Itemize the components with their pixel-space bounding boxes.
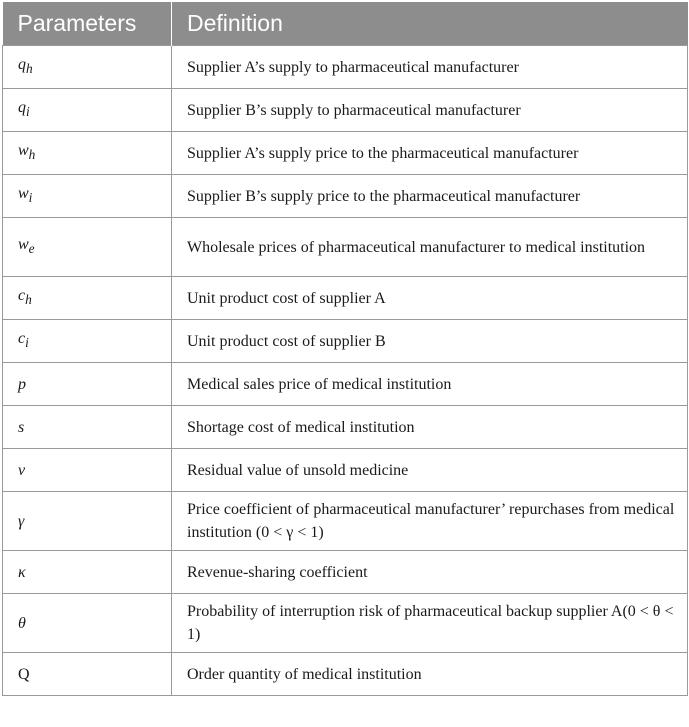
symbol-base: w bbox=[18, 236, 29, 254]
parameter-symbol: γ bbox=[3, 492, 172, 551]
parameter-definition: Supplier B’s supply price to the pharmaceutical manufacturer bbox=[172, 175, 688, 218]
table-row bbox=[3, 218, 688, 277]
table-row bbox=[3, 89, 688, 132]
parameter-definition: Price coefficient of pharmaceutical manufacturer’ repurchases from medical institution (0 < γ < 1) bbox=[172, 492, 688, 551]
parameter-symbol: Q bbox=[3, 653, 172, 696]
header-parameters: Parameters bbox=[3, 2, 172, 46]
table-row bbox=[3, 320, 688, 363]
parameter-symbol bbox=[3, 320, 172, 363]
parameter-definition: Supplier A’s supply to pharmaceutical manufacturer bbox=[172, 46, 688, 89]
symbol-base: w bbox=[18, 142, 29, 160]
parameter-definition: Wholesale prices of pharmaceutical manufacturer to medical institution bbox=[172, 218, 688, 277]
parameter-symbol: s bbox=[3, 406, 172, 449]
parameter-definition: Revenue-sharing coefficient bbox=[172, 551, 688, 594]
table-row bbox=[3, 363, 688, 406]
symbol-subscript: e bbox=[28, 241, 35, 257]
parameter-definition: Supplier A’s supply price to the pharmaceutical manufacturer bbox=[172, 132, 688, 175]
symbol-subscript: i bbox=[26, 104, 30, 120]
parameter-definition: Supplier B’s supply to pharmaceutical manufacturer bbox=[172, 89, 688, 132]
parameter-symbol bbox=[3, 175, 172, 218]
parameter-definition: Unit product cost of supplier B bbox=[172, 320, 688, 363]
table-header bbox=[3, 2, 688, 46]
parameter-definition: Medical sales price of medical institution bbox=[172, 363, 688, 406]
symbol-base: c bbox=[18, 287, 26, 305]
symbol-base: q bbox=[18, 99, 26, 117]
parameter-definition: Order quantity of medical institution bbox=[172, 653, 688, 696]
parameters-table bbox=[2, 2, 688, 696]
symbol-base: q bbox=[18, 56, 26, 74]
table-row bbox=[3, 175, 688, 218]
table-row bbox=[3, 653, 688, 696]
header-definition: Definition bbox=[172, 2, 688, 46]
parameter-definition: Shortage cost of medical institution bbox=[172, 406, 688, 449]
table-row bbox=[3, 551, 688, 594]
table-row bbox=[3, 406, 688, 449]
table-body bbox=[3, 46, 688, 696]
symbol-base: w bbox=[18, 185, 29, 203]
parameter-symbol: θ bbox=[3, 594, 172, 653]
symbol-subscript: h bbox=[26, 61, 33, 77]
symbol-subscript: i bbox=[28, 190, 33, 206]
symbol-subscript: h bbox=[28, 147, 36, 163]
parameter-symbol bbox=[3, 277, 172, 320]
parameter-definition: Unit product cost of supplier A bbox=[172, 277, 688, 320]
table-row bbox=[3, 132, 688, 175]
symbol-subscript: i bbox=[25, 335, 29, 351]
parameter-symbol: v bbox=[3, 449, 172, 492]
parameter-symbol bbox=[3, 46, 172, 89]
parameter-symbol bbox=[3, 89, 172, 132]
table-row bbox=[3, 594, 688, 653]
parameter-definition: Residual value of unsold medicine bbox=[172, 449, 688, 492]
table-row bbox=[3, 277, 688, 320]
parameter-symbol: κ bbox=[3, 551, 172, 594]
parameter-definition: Probability of interruption risk of pharmaceutical backup supplier A(0 < θ < 1) bbox=[172, 594, 688, 653]
table-row bbox=[3, 492, 688, 551]
table-row bbox=[3, 449, 688, 492]
parameter-symbol bbox=[3, 218, 172, 277]
table-row bbox=[3, 46, 688, 89]
header-row bbox=[3, 2, 688, 46]
parameter-symbol: p bbox=[3, 363, 172, 406]
symbol-base: c bbox=[18, 330, 26, 348]
parameter-symbol bbox=[3, 132, 172, 175]
symbol-subscript: h bbox=[25, 292, 32, 308]
